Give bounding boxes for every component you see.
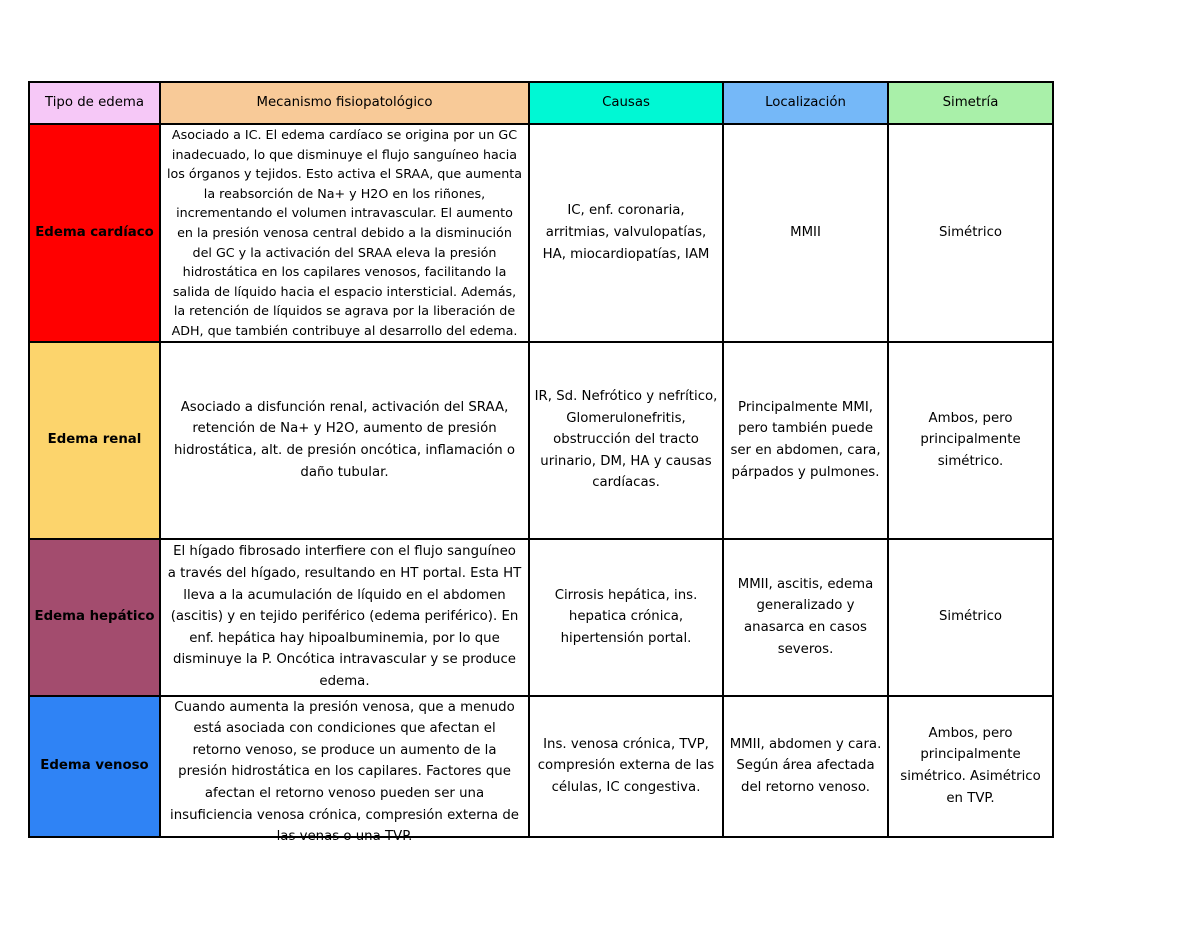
- mecanismo-cell: [160, 696, 529, 845]
- mecanismo-cell: El hígado fibrosado interfiere con el flujo sanguíneo a través del hígado, resultando en HT portal. Esta HT lleva a la acumulación de líquido en el abdomen (ascitis) y en tejido periférico (edema periférico). En enf. hepática hay hipoalbuminemia, por lo que disminuye la P. Oncótica intravascular y se produce edema.: [160, 539, 529, 696]
- causas-cell: Ins. venosa crónica, TVP, compresión externa de las células, IC congestiva.: [529, 696, 723, 837]
- simetria-cell: Ambos, pero principalmente simétrico. Asimétrico en TVP.: [888, 696, 1053, 837]
- table-row: [29, 696, 1053, 837]
- localizacion-cell: Principalmente MMI, pero también puede ser en abdomen, cara, párpados y pulmones.: [723, 342, 888, 539]
- header-tipo: Tipo de edema: [29, 82, 160, 124]
- header-simetria: Simetría: [888, 82, 1053, 124]
- simetria-cell: Simétrico: [888, 124, 1053, 342]
- causas-cell: IR, Sd. Nefrótico y nefrítico, Glomerulonefritis, obstrucción del tracto urinario, DM, HA y causas cardíacas.: [529, 342, 723, 539]
- tipo-cell: Edema venoso: [29, 696, 160, 837]
- simetria-cell: Simétrico: [888, 539, 1053, 696]
- tipo-cell: Edema renal: [29, 342, 160, 539]
- localizacion-cell: MMII, ascitis, edema generalizado y anasarca en casos severos.: [723, 539, 888, 696]
- table-row: [29, 539, 1053, 696]
- header-row: [29, 82, 1053, 124]
- table-row: [29, 124, 1053, 342]
- simetria-cell: Ambos, pero principalmente simétrico.: [888, 342, 1053, 539]
- edema-table: [28, 81, 1054, 845]
- tipo-cell: Edema cardíaco: [29, 124, 160, 342]
- causas-cell: IC, enf. coronaria, arritmias, valvulopatías, HA, miocardiopatías, IAM: [529, 124, 723, 342]
- header-causas: Causas: [529, 82, 723, 124]
- tipo-cell: Edema hepático: [29, 539, 160, 696]
- causas-cell: Cirrosis hepática, ins. hepatica crónica, hipertensión portal.: [529, 539, 723, 696]
- header-mecanismo: Mecanismo fisiopatológico: [160, 82, 529, 124]
- mecanismo-cell: Asociado a IC. El edema cardíaco se origina por un GC inadecuado, lo que disminuye el flujo sanguíneo hacia los órganos y tejidos. Esto activa el SRAA, que aumenta la reabsorción de Na+ y H2O en los riñones, incrementando el volumen intravascular. El aumento en la presión venosa central debido a la disminución del GC y la activación del SRAA eleva la presión hidrostática en los capilares venosos, facilitando la salida de líquido hacia el espacio intersticial. Además, la retención de líquidos se agrava por la liberación de ADH, que también contribuye al desarrollo del edema.: [160, 124, 529, 342]
- localizacion-cell: MMII, abdomen y cara. Según área afectada del retorno venoso.: [723, 696, 888, 837]
- mecanismo-cell: Asociado a disfunción renal, activación del SRAA, retención de Na+ y H2O, aumento de presión hidrostática, alt. de presión oncótica, inflamación o daño tubular.: [160, 342, 529, 539]
- header-localizacion: Localización: [723, 82, 888, 124]
- localizacion-cell: MMII: [723, 124, 888, 342]
- mecanismo-text: Cuando aumenta la presión venosa, que a menudo está asociada con condiciones que afectan el retorno venoso, se produce un aumento de la presión hidrostática en los capilares. Factores que afectan el retorno venoso pueden ser una insuficiencia venosa crónica, compresión externa de las venas o una TVP.: [170, 699, 519, 845]
- table-row: [29, 342, 1053, 539]
